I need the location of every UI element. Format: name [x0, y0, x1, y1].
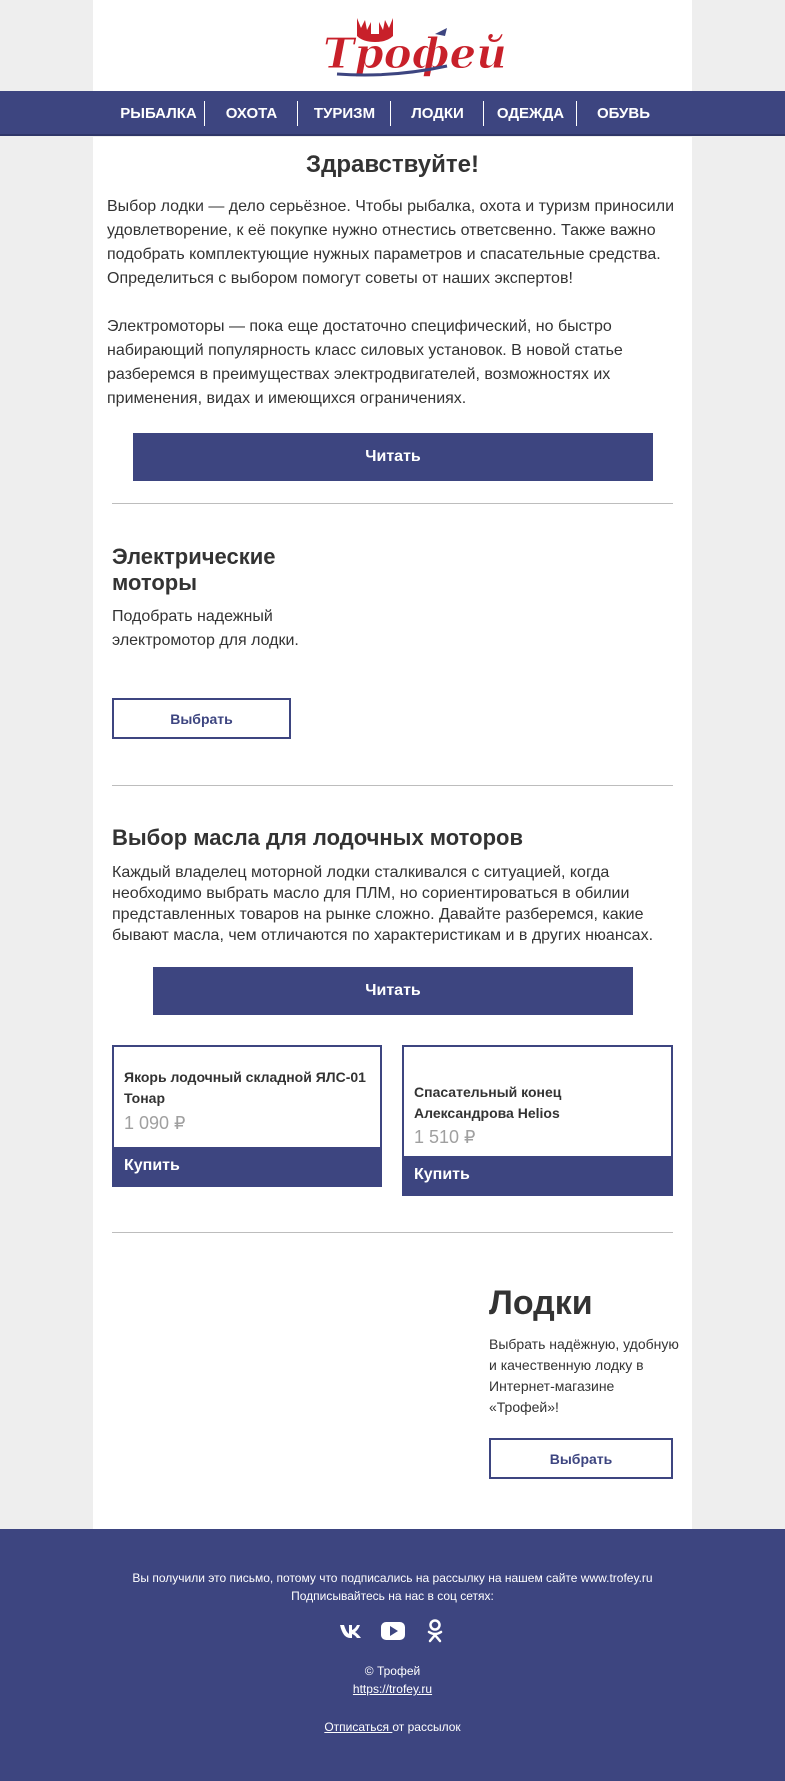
intro-paragraph-2: Электромоторы — пока еще достаточно специфический, но быстро набирающий популярность класс силовых установок. В новой статье разберемся в преимуществах электродвигателей, возможностях их применения, видах и имеющихся ограничениях. [107, 318, 623, 407]
nav-item-tourism[interactable] [298, 91, 391, 136]
social-links [0, 1619, 785, 1643]
read-electric-article-button[interactable]: Читать [133, 433, 653, 481]
greeting-heading: Здравствуйте! [306, 151, 479, 178]
divider [112, 503, 673, 504]
email-footer [0, 1529, 785, 1781]
nav-label: ОХОТА [225, 105, 278, 122]
choose-electric-motor-button[interactable]: Выбрать [112, 698, 291, 739]
oil-article-description: Каждый владелец моторной лодки сталкивался с ситуацией, когда необходимо выбрать масло для ПЛМ, но сориентироваться в обилии представленных товаров на рынке сложно. Давайте разберемся, какие бывают масла, чем отличаются по характеристикам и в других нюансах. [112, 864, 654, 944]
unsubscribe-text: от рассылок [392, 1720, 461, 1734]
nav-item-boats[interactable] [391, 91, 484, 136]
subscription-notice: Вы получили это письмо, потому что подписались на рассылку на нашем сайте www.trofey.ru [132, 1571, 653, 1585]
svg-text:Трофей: Трофей [323, 29, 507, 78]
unsubscribe-row [0, 1718, 785, 1736]
electric-motors-title: Электрические моторы [112, 544, 276, 595]
nav-item-hunting[interactable] [205, 91, 298, 136]
product-price: 1 510 ₽ [414, 1127, 476, 1147]
read-oil-article-button[interactable]: Читать [153, 967, 633, 1015]
nav-label: ЛОДКИ [411, 105, 464, 122]
divider [112, 785, 673, 786]
choose-boat-button[interactable]: Выбрать [489, 1438, 673, 1479]
email-body [93, 137, 692, 1529]
product-name: Якорь лодочный складной ЯЛС-01 Тонар [124, 1069, 366, 1106]
nav-item-clothing[interactable] [484, 91, 577, 136]
nav-label: ТУРИЗМ [313, 105, 376, 122]
intro-text [107, 195, 682, 411]
nav-item-footwear[interactable] [577, 91, 670, 136]
product-name: Спасательный конец Александрова Helios [414, 1084, 562, 1121]
nav-label: ОДЕЖДА [496, 105, 565, 122]
divider [112, 1232, 673, 1233]
product-card-anchor[interactable] [112, 1045, 382, 1187]
boats-title: Лодки [489, 1284, 593, 1322]
trofey-logo[interactable] [317, 14, 507, 78]
copyright: © Трофей [364, 1664, 421, 1678]
odnoklassniki-icon[interactable] [423, 1619, 447, 1643]
electric-motors-description: Подобрать надежный электромотор для лодки. [112, 608, 299, 649]
nav-item-fishing[interactable] [112, 91, 205, 136]
product-price: 1 090 ₽ [124, 1113, 186, 1133]
email-header [93, 0, 692, 91]
intro-paragraph-1: Выбор лодки — дело серьёзное. Чтобы рыбалка, охота и туризм приносили удовлетворение, к её покупке нужно отнестись ответсвенно. Также важно подобрать комплектующие нужных параметров и спасательные средства. Определиться с выбором помогут советы от наших экспертов! [107, 198, 674, 287]
youtube-icon[interactable] [381, 1619, 405, 1643]
main-nav [0, 91, 785, 136]
buy-button[interactable]: Купить [404, 1156, 671, 1194]
site-link[interactable]: https://trofey.ru [352, 1682, 433, 1696]
social-prompt: Подписывайтесь на нас в соц сетях: [291, 1589, 494, 1603]
buy-button[interactable]: Купить [114, 1147, 380, 1185]
product-card-rescue-rope[interactable] [402, 1045, 673, 1196]
oil-article-title: Выбор масла для лодочных моторов [112, 825, 524, 850]
nav-label: ОБУВЬ [596, 105, 651, 122]
unsubscribe-link[interactable]: Отписаться [324, 1720, 393, 1734]
site-link-row [0, 1680, 785, 1698]
vk-icon[interactable] [339, 1619, 363, 1643]
nav-label: РЫБАЛКА [120, 105, 197, 122]
boats-description: Выбрать надёжную, удобную и качественную лодку в Интернет-магазине «Трофей»! [489, 1336, 679, 1415]
